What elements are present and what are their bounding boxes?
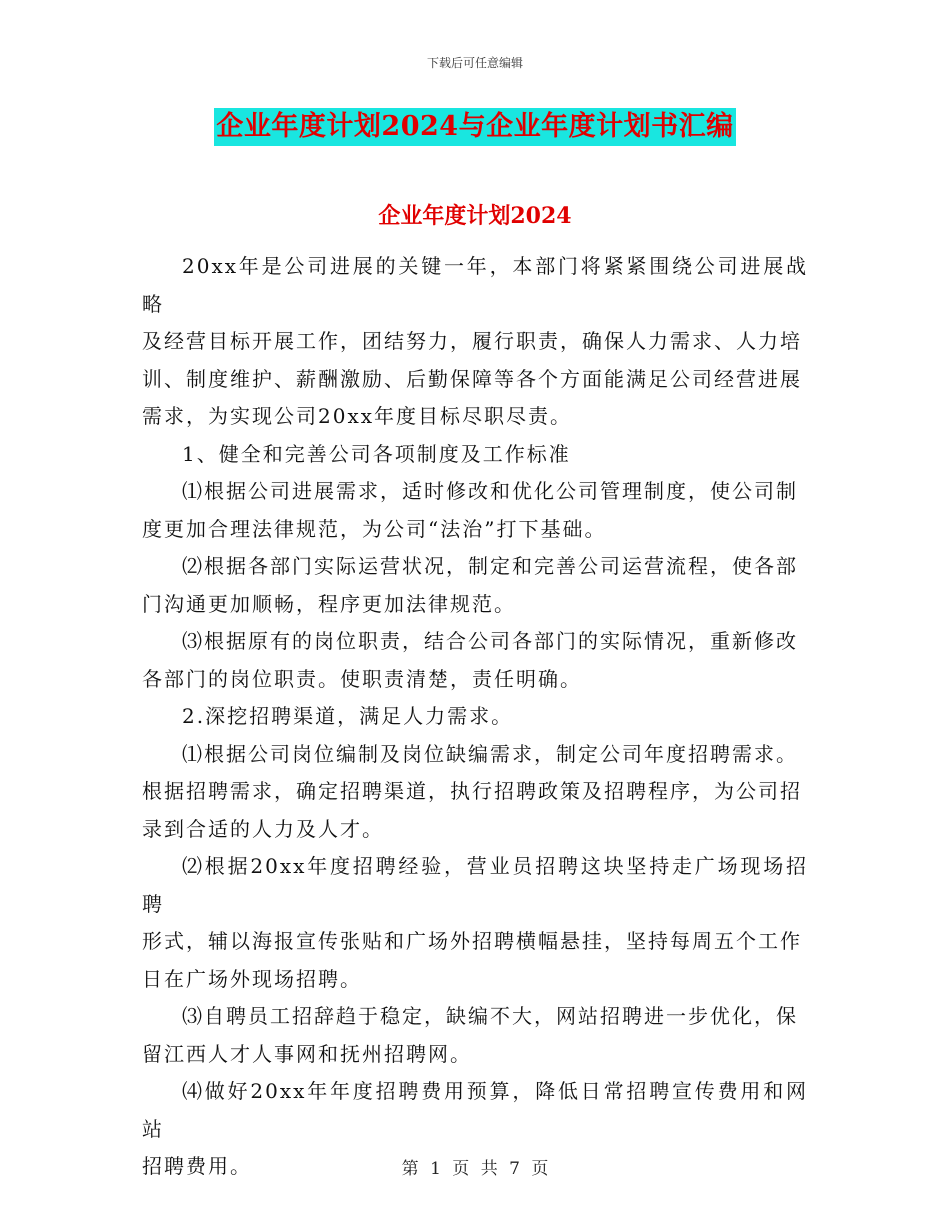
main-title: 企业年度计划2024与企业年度计划书汇编 (214, 108, 735, 146)
paragraph-1-1: ⑴根据公司进展需求，适时修改和优化公司管理制度，使公司制 度更加合理法律规范，为公司“法治”打下基础。 (142, 479, 798, 541)
paragraph-1-3: ⑶根据原有的岗位职责，结合公司各部门的实际情况，重新修改 各部门的岗位职责。使职责清楚，责任明确。 (142, 629, 798, 691)
paragraph-2-2: ⑵根据20xx年度招聘经验，营业员招聘这块坚持走广场现场招聘 形式，辅以海报宣传张贴和广场外招聘横幅悬挂，坚持每周五个工作 日在广场外现场招聘。 (142, 854, 808, 991)
main-title-wrap (0, 108, 950, 146)
document-body (142, 248, 808, 1186)
paragraph-1-2: ⑵根据各部门实际运营状况，制定和完善公司运营流程，使各部 门沟通更加顺畅，程序更加法律规范。 (142, 554, 798, 616)
paragraph-2-3: ⑶自聘员工招辞趋于稳定，缺编不大，网站招聘进一步优化，保 留江西人才人事网和抚州招聘网。 (142, 1004, 798, 1066)
paragraph-2-1: ⑴根据公司岗位编制及岗位缺编需求，制定公司年度招聘需求。 根据招聘需求，确定招聘渠道，执行招聘政策及招聘程序，为公司招 录到合适的人力及人才。 (142, 741, 802, 841)
page-number-footer: 第 1 页 共 7 页 (401, 1159, 549, 1179)
heading-1: 1、健全和完善公司各项制度及工作标准 (182, 441, 571, 466)
paragraph-intro: 20xx年是公司进展的关键一年，本部门将紧紧围绕公司进展战略 及经营目标开展工作，团结努力，履行职责，确保人力需求、人力培 训、制度维护、薪酬激励、后勤保障等各个方面能满足公司经营进展 需求，为实现公司20xx年度目标尽职尽责。 (142, 254, 808, 428)
section-title: 企业年度计划2024 (378, 203, 572, 229)
paragraph-2-4: ⑷做好20xx年年度招聘费用预算，降低日常招聘宣传费用和网站 招聘费用。 (142, 1079, 808, 1178)
heading-2: 2.深挖招聘渠道，满足人力需求。 (182, 704, 514, 728)
header-note: 下载后可任意编辑 (426, 56, 523, 70)
